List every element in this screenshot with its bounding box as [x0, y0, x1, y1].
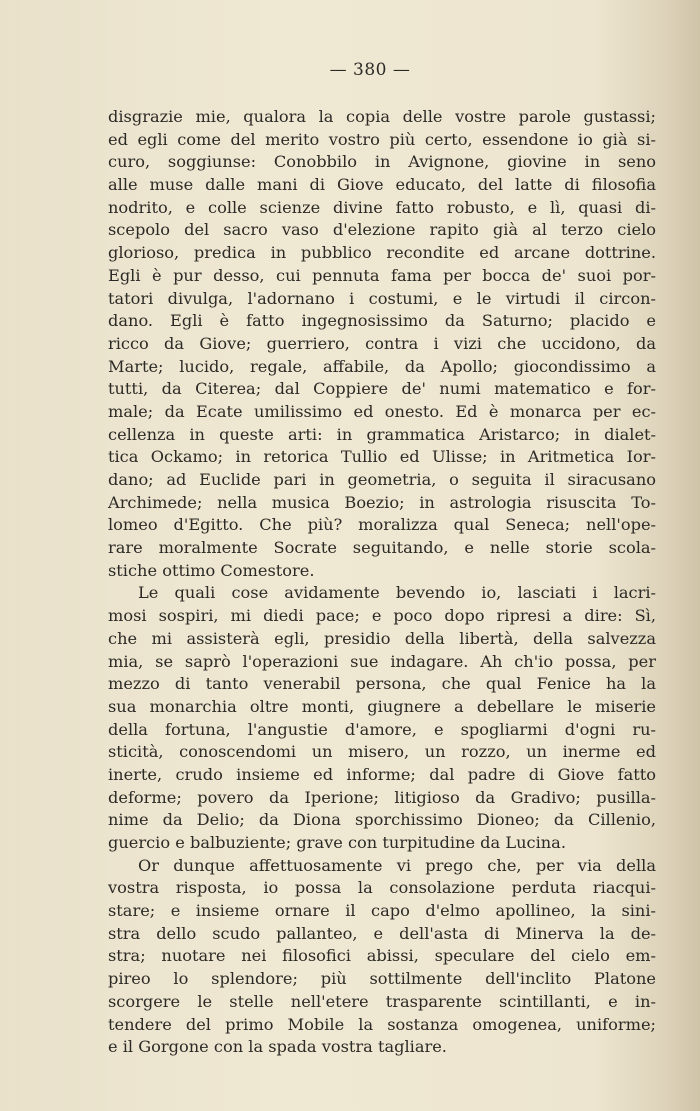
body-text — [108, 106, 656, 1059]
text-line: lomeo d'Egitto. Che più? moralizza qual Seneca; nell'ope- — [108, 515, 656, 535]
text-line: che mi assisterà egli, presidio della libertà, della salvezza — [108, 628, 656, 648]
paragraph — [108, 106, 656, 582]
text-line: tica Ockamo; in retorica Tullio ed Ulisse; in Aritmetica Ior- — [108, 447, 656, 467]
text-line: stiche ottimo Comestore. — [108, 560, 315, 580]
text-line: dano. Egli è fatto ingegnosissimo da Saturno; placido e — [108, 311, 656, 331]
text-line: sticità, conoscendomi un misero, un rozzo, un inerme ed — [108, 742, 656, 762]
text-line: mosi sospiri, mi diedi pace; e poco dopo ripresi a dire: Sì, — [108, 606, 656, 626]
paragraph — [108, 582, 656, 854]
paragraph — [108, 855, 656, 1059]
text-line: dano; ad Euclide pari in geometria, o seguita il siracusano — [108, 470, 656, 489]
text-line: scepolo del sacro vaso d'elezione rapito già al terzo cielo — [108, 220, 656, 240]
text-line: stare; e insieme ornare il capo d'elmo apollineo, la sini- — [108, 901, 656, 921]
page-number: — 380 — — [329, 60, 411, 80]
text-line: ed egli come del merito vostro più certo, essendone io già si- — [108, 129, 656, 149]
text-line: scorgere le stelle nell'etere trasparente scintillanti, e in- — [108, 991, 656, 1011]
text-line: guercio e balbuziente; grave con turpitudine da Lucina. — [108, 833, 566, 852]
text-line: sua monarchia oltre monti, giugnere a debellare le miserie — [108, 696, 656, 716]
text-line: Le quali cose avidamente bevendo io, lasciati i lacri- — [138, 583, 656, 603]
text-line: tutti, da Citerea; dal Coppiere de' numi matematico e for- — [108, 379, 656, 399]
text-line: cellenza in queste arti: in grammatica Aristarco; in dialet- — [108, 424, 656, 444]
text-line: e il Gorgone con la spada vostra tagliare. — [108, 1037, 447, 1057]
text-line: della fortuna, l'angustie d'amore, e spogliarmi d'ogni ru- — [108, 719, 656, 739]
text-line: ricco da Giove; guerriero, contra i vizi che uccidono, da — [108, 333, 656, 353]
text-line: tatori divulga, l'adornano i costumi, e le virtudi il circon- — [108, 288, 656, 308]
text-line: Egli è pur desso, cui pennuta fama per bocca de' suoi por- — [108, 265, 656, 285]
text-line: pireo lo splendore; più sottilmente dell'inclito Platone — [108, 969, 656, 989]
text-line: curo, soggiunse: Conobbilo in Avignone, giovine in seno — [108, 152, 656, 172]
text-line: deforme; povero da Iperione; litigioso da Gradivo; pusilla- — [108, 787, 656, 807]
text-line: vostra risposta, io possa la consolazione perduta riacqui- — [108, 878, 656, 898]
text-line: Or dunque affettuosamente vi prego che, per via della — [138, 855, 656, 875]
text-line: nodrito, e colle scienze divine fatto robusto, e lì, quasi di- — [108, 197, 656, 217]
text-line: Archimede; nella musica Boezio; in astrologia risuscita To- — [108, 492, 656, 512]
text-line: inerte, crudo insieme ed informe; dal padre di Giove fatto — [108, 764, 656, 784]
text-line: male; da Ecate umilissimo ed onesto. Ed è monarca per ec- — [108, 401, 656, 421]
text-line: alle muse dalle mani di Giove educato, del latte di filosofia — [108, 175, 656, 195]
text-line: rare moralmente Socrate seguitando, e nelle storie scola- — [108, 538, 656, 558]
text-line: mia, se saprò l'operazioni sue indagare. Ah ch'io possa, per — [108, 651, 656, 671]
text-line: Marte; lucido, regale, affabile, da Apollo; giocondissimo a — [108, 356, 656, 376]
text-line: nime da Delio; da Diona sporchissimo Dioneo; da Cillenio, — [108, 810, 656, 830]
text-line: stra dello scudo pallanteo, e dell'asta di Minerva la de- — [108, 923, 656, 943]
text-line: glorioso, predica in pubblico recondite ed arcane dottrine. — [108, 243, 656, 263]
text-line: mezzo di tanto venerabil persona, che qual Fenice ha la — [108, 674, 656, 694]
text-line: tendere del primo Mobile la sostanza omogenea, uniforme; — [108, 1014, 656, 1034]
text-line: disgrazie mie, qualora la copia delle vostre parole gustassi; — [108, 107, 656, 126]
text-line: stra; nuotare nei filosofici abissi, speculare del cielo em- — [108, 946, 656, 966]
